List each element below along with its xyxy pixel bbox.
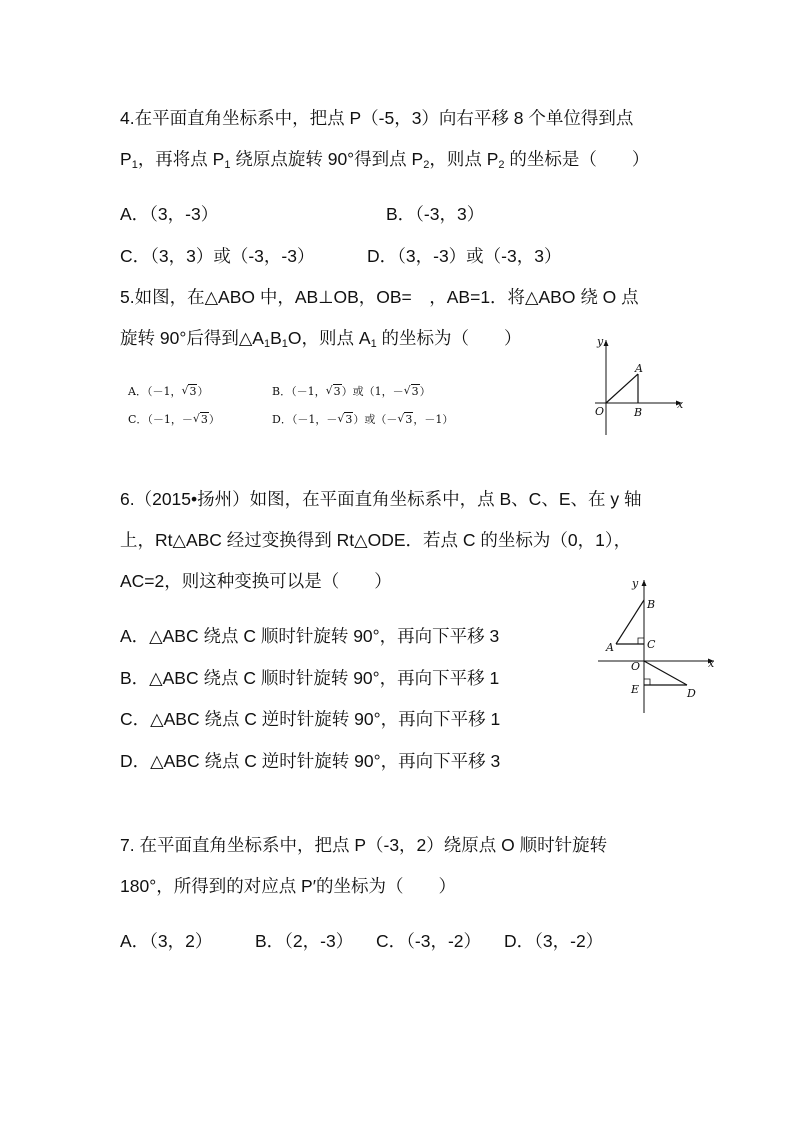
q4-option-b: B．（-3，3）: [386, 204, 485, 224]
q4-sub: 1: [224, 159, 231, 171]
segment-oa: [606, 374, 638, 403]
q4-stem-line2: [120, 147, 649, 171]
right-angle-e: [644, 679, 650, 685]
sqrt-arg: 3: [333, 385, 341, 398]
label-x: x: [708, 657, 715, 670]
q5-sub: 1: [281, 338, 288, 350]
y-axis-arrow: [604, 340, 609, 346]
q6-stem-line1: 6.（2015•扬州）如图，在平面直角坐标系中，点 B、C、E、在 y 轴: [120, 489, 642, 509]
q4-sub: 2: [423, 159, 430, 171]
q7-option-a: A．（3，2）: [120, 931, 213, 951]
q5-option-d: [272, 412, 453, 428]
q4-sub: 2: [498, 159, 505, 171]
q7-option-c: C．（-3，-2）: [376, 931, 482, 951]
q5-option-b: [272, 384, 431, 400]
sqrt-arg: 3: [405, 413, 413, 426]
q4-stem-line1: 4.在平面直角坐标系中，把点 P（-5，3）向右平移 8 个单位得到点: [120, 108, 634, 128]
q4-text: 的坐标是（ ）: [504, 149, 650, 169]
q4-option-a: A．（3，-3）: [120, 204, 219, 224]
q5-text: O，则点 A: [287, 328, 371, 348]
sqrt-symbol: √ 3: [403, 384, 419, 398]
q5-opt-text: A．（－1，: [128, 385, 182, 398]
segment-ba: [616, 600, 644, 644]
label-b: B: [634, 406, 643, 419]
label-e: E: [631, 683, 640, 696]
q6-option-c: C．△ABC 绕点 C 逆时针旋转 90°，再向下平移 1: [120, 709, 501, 729]
q5-opt-text: D．（－1，－: [272, 413, 338, 426]
q5-opt-text: ）: [208, 413, 220, 426]
q5-opt-text: C．（－1，－: [128, 413, 193, 426]
sqrt-arg: 3: [345, 413, 353, 426]
q4-sub: 1: [131, 159, 138, 171]
q6-option-b: B．△ABC 绕点 C 顺时针旋转 90°，再向下平移 1: [120, 668, 500, 688]
label-y: y: [632, 577, 639, 590]
label-x: x: [677, 398, 684, 411]
q6-option-a: A．△ABC 绕点 C 顺时针旋转 90°，再向下平移 3: [120, 626, 500, 646]
q5-text: 的坐标为（ ）: [376, 328, 522, 348]
sqrt-symbol: √ 3: [397, 412, 413, 426]
sqrt-symbol: √ 3: [181, 384, 197, 398]
sqrt-symbol: √ 3: [337, 412, 353, 426]
label-c: C: [647, 638, 656, 651]
sqrt-symbol: √ 3: [325, 384, 341, 398]
label-o: O: [595, 405, 605, 418]
q5-text: B: [270, 328, 282, 348]
q5-stem-line1: 5.如图，在△ABO 中，AB⊥OB，OB= ，AB=1．将△ABO 绕 O 点: [120, 287, 639, 307]
q7-option-b: B．（2，-3）: [255, 931, 354, 951]
q5-stem-line2: [120, 326, 522, 350]
sqrt-arg: 3: [411, 385, 419, 398]
q6-stem-line3: AC=2，则这种变换可以是（ ）: [120, 571, 392, 591]
q5-text: 旋转 90°后得到△A: [120, 328, 264, 348]
q7-option-d: D．（3，-2）: [504, 931, 604, 951]
q5-sub: 1: [370, 338, 377, 350]
q5-option-a: [128, 384, 208, 400]
label-a: A: [635, 362, 643, 375]
q4-option-c: C．（3，3）或（-3，-3）: [120, 246, 315, 266]
q5-opt-text: ）或（1，－: [341, 385, 404, 398]
y-axis-arrow: [642, 580, 647, 586]
q4-option-d: D．（3，-3）或（-3，3）: [367, 246, 562, 266]
q5-opt-text: ）: [197, 385, 209, 398]
right-angle-c: [638, 638, 644, 644]
sqrt-arg: 3: [189, 385, 197, 398]
sqrt-arg: 3: [200, 413, 208, 426]
q5-option-c: [128, 412, 220, 428]
q7-stem-line1: 7. 在平面直角坐标系中，把点 P（-3，2）绕原点 O 顺时针旋转: [120, 835, 608, 855]
label-a: A: [606, 641, 614, 654]
q5-opt-text: B．（－1，: [272, 385, 326, 398]
q4-text: 绕原点旋转 90°得到点 P: [230, 149, 424, 169]
q4-text: ，则点 P: [429, 149, 499, 169]
segment-od: [644, 661, 687, 685]
sqrt-symbol: √ 3: [192, 412, 208, 426]
q7-stem-line2: 180°，所得到的对应点 P′的坐标为（ ）: [120, 876, 457, 896]
q4-text: ，再将点 P: [137, 149, 225, 169]
q6-stem-line2: 上，Rt△ABC 经过变换得到 Rt△ODE．若点 C 的坐标为（0，1），: [120, 530, 632, 550]
q4-text: P: [120, 149, 132, 169]
q5-sub: 1: [263, 338, 271, 350]
label-d: D: [687, 687, 696, 700]
label-y: y: [597, 335, 604, 348]
label-o: O: [631, 660, 641, 673]
q5-figure: [590, 330, 690, 440]
q6-figure: [590, 575, 720, 715]
q5-opt-text: ）或（－: [353, 413, 398, 426]
q6-option-d: D．△ABC 绕点 C 逆时针旋转 90°，再向下平移 3: [120, 751, 501, 771]
label-b: B: [647, 598, 656, 611]
q5-opt-text: ）: [419, 385, 431, 398]
q5-opt-text: ，－1）: [413, 413, 454, 426]
